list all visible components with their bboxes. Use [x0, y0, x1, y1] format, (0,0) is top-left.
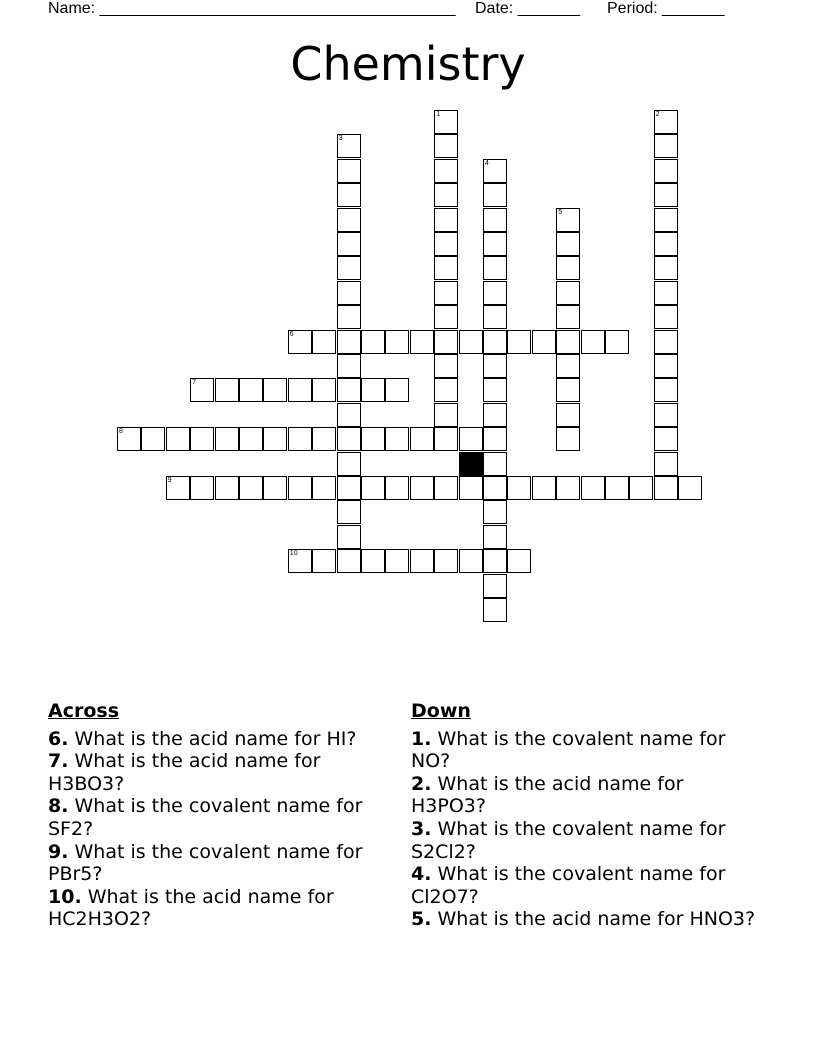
clue-down-2	[411, 773, 756, 818]
crossword-cell[interactable]	[434, 110, 458, 134]
crossword-cell[interactable]	[361, 427, 385, 451]
crossword-cell[interactable]	[166, 476, 190, 500]
crossword-cell[interactable]	[337, 159, 361, 183]
crossword-cell[interactable]	[483, 574, 507, 598]
crossword-cell[interactable]	[556, 232, 580, 256]
clue-number-label: 9	[167, 477, 172, 484]
crossword-cell[interactable]	[385, 378, 409, 402]
crossword-cell[interactable]	[434, 549, 458, 573]
crossword-cell[interactable]	[288, 378, 312, 402]
crossword-cell[interactable]	[215, 476, 239, 500]
crossword-cell[interactable]	[434, 208, 458, 232]
crossword-cell[interactable]	[385, 330, 409, 354]
crossword-cell[interactable]	[385, 549, 409, 573]
crossword-cell[interactable]	[337, 525, 361, 549]
crossword-cell[interactable]	[337, 354, 361, 378]
crossword-cell[interactable]	[532, 476, 556, 500]
crossword-cell[interactable]	[190, 427, 214, 451]
clue-text: What is the covalent name for PBr5?	[48, 840, 363, 886]
crossword-cell[interactable]	[288, 427, 312, 451]
crossword-cell[interactable]	[605, 330, 629, 354]
crossword-cell[interactable]	[190, 476, 214, 500]
crossword-cell[interactable]	[215, 427, 239, 451]
crossword-cell[interactable]	[483, 305, 507, 329]
crossword-cell[interactable]	[556, 208, 580, 232]
crossword-cell[interactable]	[556, 378, 580, 402]
crossword-cell[interactable]	[239, 427, 263, 451]
crossword-cell[interactable]	[337, 134, 361, 158]
crossword-cell[interactable]	[434, 159, 458, 183]
clue-down-4	[411, 863, 756, 908]
clue-text: What is the acid name for HI?	[68, 727, 357, 750]
crossword-cell[interactable]	[483, 378, 507, 402]
crossword-cell[interactable]	[483, 452, 507, 476]
clue-number-label: 10	[289, 550, 298, 558]
crossword-cell[interactable]	[556, 427, 580, 451]
crossword-cell[interactable]	[239, 378, 263, 402]
name-field[interactable]: Name: ________________________________________	[48, 0, 456, 17]
crossword-cell[interactable]	[556, 281, 580, 305]
crossword-cell[interactable]	[410, 427, 434, 451]
clue-down-3	[411, 818, 756, 863]
clue-across-6	[48, 728, 393, 751]
clue-across-7	[48, 750, 393, 795]
crossword-cell[interactable]	[385, 427, 409, 451]
crossword-cell[interactable]	[263, 378, 287, 402]
crossword-cell[interactable]	[483, 525, 507, 549]
crossword-cell[interactable]	[312, 549, 336, 573]
clue-number-label: 8	[119, 428, 123, 436]
clue-number: 1.	[411, 727, 432, 750]
crossword-cell[interactable]	[556, 476, 580, 500]
crossword-cell[interactable]	[556, 256, 580, 280]
clue-number-label: 1	[436, 111, 441, 118]
period-field[interactable]: Period: _______	[607, 0, 725, 17]
crossword-cell[interactable]	[434, 330, 458, 354]
clue-text: What is the covalent name for Cl2O7?	[411, 863, 726, 908]
crossword-cell[interactable]	[434, 354, 458, 378]
crossword-cell[interactable]	[434, 476, 458, 500]
crossword-cell[interactable]	[507, 476, 531, 500]
crossword-cell[interactable]	[556, 354, 580, 378]
crossword-cell[interactable]	[605, 476, 629, 500]
crossword-cell[interactable]	[483, 232, 507, 256]
crossword-cell[interactable]	[361, 549, 385, 573]
crossword-cell[interactable]	[654, 281, 678, 305]
clue-number: 4.	[411, 863, 432, 886]
crossword-cell[interactable]	[361, 378, 385, 402]
crossword-cell[interactable]	[581, 330, 605, 354]
crossword-cell[interactable]	[288, 476, 312, 500]
crossword-cell[interactable]	[263, 427, 287, 451]
crossword-cell[interactable]	[556, 330, 580, 354]
clue-number-label: 3	[338, 135, 343, 143]
crossword-cell[interactable]	[385, 476, 409, 500]
crossword-cell[interactable]	[654, 110, 678, 134]
crossword-cell[interactable]	[654, 476, 678, 500]
clue-number: 3.	[411, 817, 432, 840]
crossword-cell[interactable]	[312, 378, 336, 402]
crossword-cell[interactable]	[483, 476, 507, 500]
crossword-cell[interactable]	[459, 330, 483, 354]
down-clues	[411, 700, 756, 931]
crossword-cell[interactable]	[434, 183, 458, 207]
crossword-cell[interactable]	[215, 378, 239, 402]
crossword-cell[interactable]	[556, 403, 580, 427]
clue-number: 2.	[411, 772, 432, 795]
crossword-cell[interactable]	[483, 403, 507, 427]
crossword-cell[interactable]	[483, 500, 507, 524]
crossword-cell[interactable]	[507, 549, 531, 573]
crossword-cell[interactable]	[337, 378, 361, 402]
crossword-cell[interactable]	[410, 476, 434, 500]
crossword-cell[interactable]	[410, 549, 434, 573]
crossword-cell[interactable]	[434, 427, 458, 451]
crossword-cell[interactable]	[654, 330, 678, 354]
crossword-cell[interactable]	[337, 403, 361, 427]
crossword-cell[interactable]	[337, 330, 361, 354]
clue-across-10	[48, 886, 393, 931]
clue-down-1	[411, 728, 756, 773]
crossword-cell[interactable]	[483, 598, 507, 622]
crossword-cell[interactable]	[337, 476, 361, 500]
crossword-cell[interactable]	[434, 403, 458, 427]
crossword-cell[interactable]	[288, 549, 312, 573]
clue-number-label: 5	[558, 208, 563, 216]
crossword-cell[interactable]	[312, 476, 336, 500]
clue-text: What is the covalent name for S2Cl2?	[411, 817, 726, 863]
crossword-cell[interactable]	[556, 305, 580, 329]
crossword-cell[interactable]	[434, 232, 458, 256]
crossword-cell[interactable]	[678, 476, 702, 500]
clue-number: 8.	[48, 795, 69, 818]
crossword-cell[interactable]	[288, 330, 312, 354]
crossword-cell[interactable]	[263, 476, 287, 500]
crossword-cell[interactable]	[483, 354, 507, 378]
date-field[interactable]: Date: _______	[475, 0, 580, 17]
clue-text: What is the covalent name for NO?	[411, 727, 726, 773]
crossword-cell[interactable]	[337, 549, 361, 573]
clue-number: 5.	[411, 908, 432, 931]
crossword-cell[interactable]	[483, 281, 507, 305]
crossword-cell[interactable]	[483, 208, 507, 232]
crossword-cell[interactable]	[459, 476, 483, 500]
crossword-cell[interactable]	[434, 281, 458, 305]
crossword-cell[interactable]	[361, 476, 385, 500]
crossword-cell[interactable]	[337, 232, 361, 256]
crossword-cell[interactable]	[337, 452, 361, 476]
crossword-cell[interactable]	[654, 159, 678, 183]
clue-number: 7.	[48, 750, 69, 773]
clue-text: What is the acid name for H3PO3?	[411, 772, 684, 818]
clue-down-5	[411, 908, 756, 931]
crossword-cell[interactable]	[483, 330, 507, 354]
crossword-cell[interactable]	[459, 427, 483, 451]
clue-number-label: 6	[289, 330, 294, 338]
crossword-cell[interactable]	[361, 330, 385, 354]
crossword-cell[interactable]	[239, 476, 263, 500]
crossword-cell[interactable]	[654, 134, 678, 158]
clue-number-label: 2	[655, 111, 660, 118]
crossword-cell[interactable]	[337, 427, 361, 451]
crossword-cell[interactable]	[654, 427, 678, 451]
clue-number-label: 4	[485, 159, 489, 167]
page-title: Chemistry	[290, 37, 526, 91]
clue-text: What is the acid name for H3BO3?	[48, 750, 321, 795]
crossword-cell[interactable]	[507, 330, 531, 354]
crossword-cell[interactable]	[434, 134, 458, 158]
across-heading: Across	[48, 700, 120, 722]
crossword-cell[interactable]	[654, 183, 678, 207]
crossword-cell[interactable]	[654, 403, 678, 427]
crossword-cell[interactable]	[483, 256, 507, 280]
crossword-cell[interactable]	[654, 378, 678, 402]
crossword-cell[interactable]	[141, 427, 165, 451]
crossword-cell[interactable]	[434, 256, 458, 280]
clue-number: 10.	[48, 885, 82, 908]
crossword-cell[interactable]	[410, 330, 434, 354]
crossword-cell[interactable]	[459, 549, 483, 573]
clue-text: What is the covalent name for SF2?	[48, 795, 363, 840]
blocked-cell	[459, 452, 483, 476]
crossword-cell[interactable]	[312, 427, 336, 451]
crossword-cell[interactable]	[654, 256, 678, 280]
clue-number: 9.	[48, 840, 69, 863]
crossword-cell[interactable]	[483, 159, 507, 183]
crossword-cell[interactable]	[337, 500, 361, 524]
crossword-cell[interactable]	[654, 208, 678, 232]
clue-number-label: 7	[192, 379, 197, 387]
crossword-cell[interactable]	[337, 183, 361, 207]
clue-number: 6.	[48, 727, 69, 750]
clue-across-9	[48, 841, 393, 886]
crossword-cell[interactable]	[434, 305, 458, 329]
clue-text: What is the acid name for HNO3?	[431, 908, 756, 931]
crossword-cell[interactable]	[581, 476, 605, 500]
across-clues	[48, 700, 393, 931]
crossword-cell[interactable]	[654, 354, 678, 378]
crossword-cell[interactable]	[483, 183, 507, 207]
crossword-cell[interactable]	[337, 256, 361, 280]
clue-text: What is the acid name for HC2H3O2?	[48, 885, 334, 931]
crossword-cell[interactable]	[654, 232, 678, 256]
crossword-cell[interactable]	[654, 452, 678, 476]
crossword-cell[interactable]	[483, 549, 507, 573]
crossword-cell[interactable]	[654, 305, 678, 329]
crossword-cell[interactable]	[117, 427, 141, 451]
crossword-cell[interactable]	[434, 378, 458, 402]
clue-across-8	[48, 795, 393, 840]
down-heading: Down	[411, 700, 471, 722]
crossword-cell[interactable]	[629, 476, 653, 500]
crossword-cell[interactable]	[337, 208, 361, 232]
crossword-cell[interactable]	[166, 427, 190, 451]
crossword-cell[interactable]	[337, 281, 361, 305]
crossword-cell[interactable]	[532, 330, 556, 354]
crossword-cell[interactable]	[483, 427, 507, 451]
crossword-cell[interactable]	[337, 305, 361, 329]
crossword-cell[interactable]	[312, 330, 336, 354]
crossword-cell[interactable]	[190, 378, 214, 402]
